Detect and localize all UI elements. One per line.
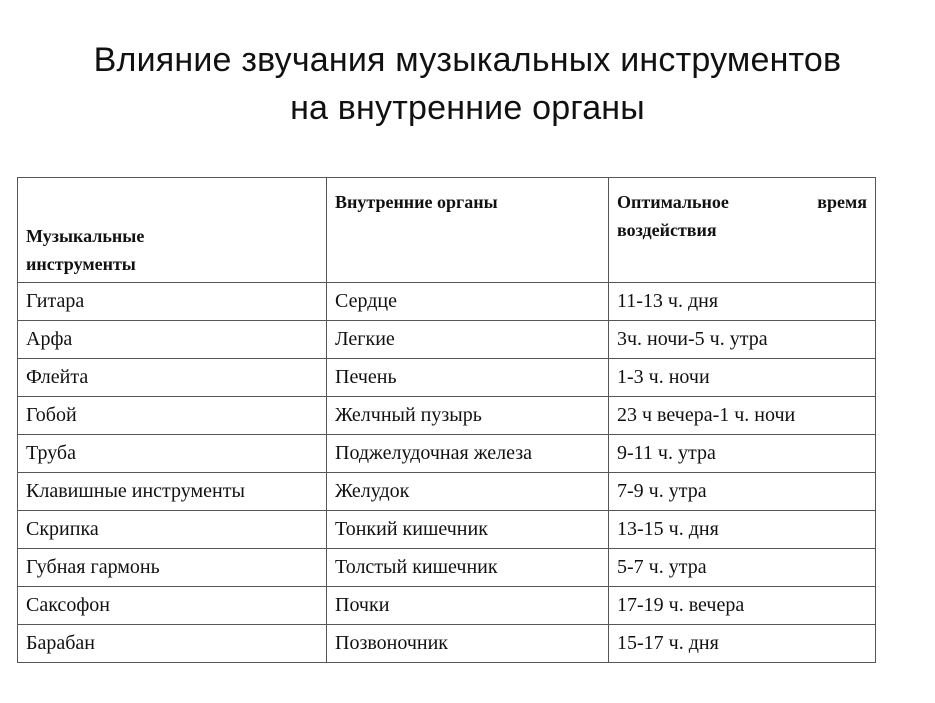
cell-instrument: Труба bbox=[18, 435, 327, 473]
cell-organ: Печень bbox=[327, 359, 609, 397]
table-row bbox=[18, 511, 876, 549]
cell-time: 9-11 ч. утра bbox=[609, 435, 876, 473]
cell-time: 7-9 ч. утра bbox=[609, 473, 876, 511]
cell-time: 5-7 ч. утра bbox=[609, 549, 876, 587]
cell-instrument: Гитара bbox=[18, 283, 327, 321]
cell-time: 3ч. ночи-5 ч. утра bbox=[609, 321, 876, 359]
cell-instrument: Арфа bbox=[18, 321, 327, 359]
table-header-row bbox=[18, 178, 876, 283]
cell-time: 15-17 ч. дня bbox=[609, 625, 876, 663]
title-line-2: на внутренние органы bbox=[290, 89, 645, 127]
table-row bbox=[18, 321, 876, 359]
header-time-word-2: время bbox=[817, 192, 867, 212]
cell-instrument: Скрипка bbox=[18, 511, 327, 549]
table-row bbox=[18, 283, 876, 321]
header-organs: Внутренние органы bbox=[327, 178, 609, 283]
cell-organ: Почки bbox=[327, 587, 609, 625]
cell-organ: Желудок bbox=[327, 473, 609, 511]
page-title bbox=[0, 36, 935, 132]
header-time bbox=[609, 178, 876, 283]
header-instruments-line-1: Музыкальные bbox=[26, 226, 145, 246]
instruments-organs-table bbox=[17, 177, 876, 663]
cell-instrument: Губная гармонь bbox=[18, 549, 327, 587]
cell-instrument: Флейта bbox=[18, 359, 327, 397]
cell-organ: Тонкий кишечник bbox=[327, 511, 609, 549]
cell-organ: Желчный пузырь bbox=[327, 397, 609, 435]
table-row bbox=[18, 473, 876, 511]
cell-instrument: Барабан bbox=[18, 625, 327, 663]
cell-organ: Поджелудочная железа bbox=[327, 435, 609, 473]
header-time-line-2: воздействия bbox=[617, 220, 717, 240]
table-row bbox=[18, 587, 876, 625]
table-row bbox=[18, 435, 876, 473]
cell-time: 11-13 ч. дня bbox=[609, 283, 876, 321]
cell-organ: Толстый кишечник bbox=[327, 549, 609, 587]
cell-instrument: Гобой bbox=[18, 397, 327, 435]
cell-instrument: Клавишные инструменты bbox=[18, 473, 327, 511]
cell-instrument: Саксофон bbox=[18, 587, 327, 625]
header-time-line-1 bbox=[617, 188, 867, 216]
table-row bbox=[18, 625, 876, 663]
cell-time: 13-15 ч. дня bbox=[609, 511, 876, 549]
title-line-1: Влияние звучания музыкальных инструментов bbox=[93, 41, 842, 79]
cell-time: 1-3 ч. ночи bbox=[609, 359, 876, 397]
table-row bbox=[18, 397, 876, 435]
header-time-word-1: Оптимальное bbox=[617, 192, 729, 212]
header-instruments bbox=[18, 178, 327, 283]
cell-organ: Легкие bbox=[327, 321, 609, 359]
cell-organ: Позвоночник bbox=[327, 625, 609, 663]
table-row bbox=[18, 549, 876, 587]
cell-time: 17-19 ч. вечера bbox=[609, 587, 876, 625]
header-instruments-line-2: инструменты bbox=[26, 254, 136, 274]
table-row bbox=[18, 359, 876, 397]
cell-time: 23 ч вечера-1 ч. ночи bbox=[609, 397, 876, 435]
cell-organ: Сердце bbox=[327, 283, 609, 321]
